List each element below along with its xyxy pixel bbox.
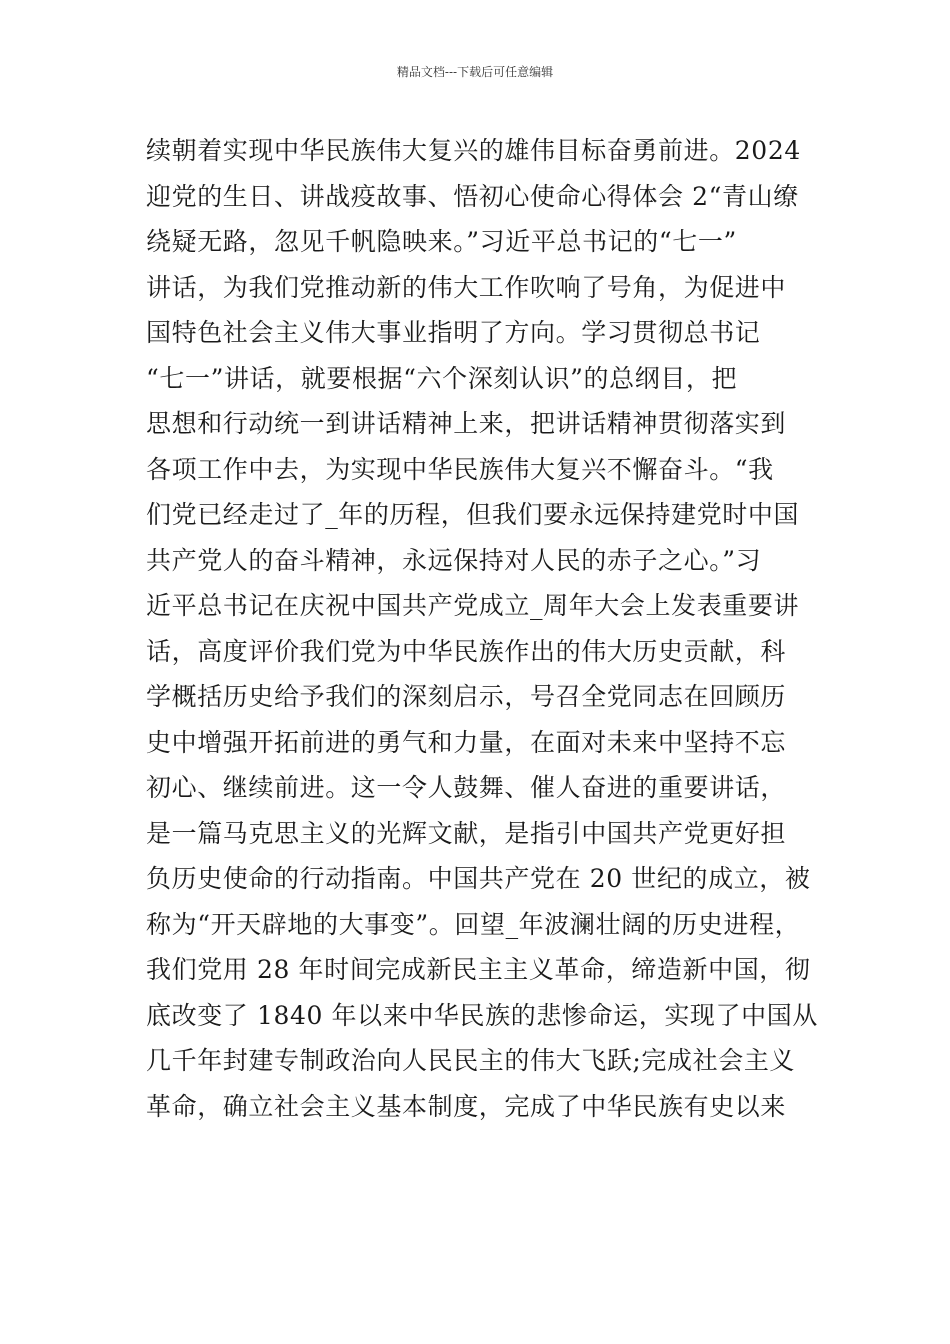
text-line: 绕疑无路，忽见千帆隐映来。”习近平总书记的“七一” [146, 227, 737, 256]
text-line: 们党已经走过了_年的历程，但我们要永远保持建党时中国 [146, 500, 800, 529]
text-line: 初心、继续前进。这一令人鼓舞、催人奋进的重要讲话， [146, 773, 787, 802]
text-line: 称为“开天辟地的大事变”。回望_年波澜壮阔的历史进程， [146, 909, 801, 939]
text-line: 我们党用 28 年时间完成新民主主义革命，缔造新中国，彻 [146, 955, 811, 984]
text-line: 迎党的生日、讲战疫故事、悟初心使命心得体会 2“青山缭 [146, 181, 799, 211]
text-line: 话，高度评价我们党为中华民族作出的伟大历史贡献，科 [146, 636, 787, 666]
text-line: “七一”讲话，就要根据“六个深刻认识”的总纲目，把 [146, 363, 738, 393]
text-line: 史中增强开拓前进的勇气和力量，在面对未来中坚持不忘 [146, 727, 787, 757]
text-line: 思想和行动统一到讲话精神上来，把讲话精神贯彻落实到 [146, 409, 787, 438]
text-line: 近平总书记在庆祝中国共产党成立_周年大会上发表重要讲 [146, 591, 800, 620]
text-line: 续朝着实现中华民族伟大复兴的雄伟目标奋勇前进。2024 [146, 136, 801, 165]
page-header: 精品文档---下载后可任意编辑 [396, 65, 554, 79]
text-line: 负历史使命的行动指南。中国共产党在 20 世纪的成立，被 [146, 864, 811, 893]
text-line: 各项工作中去，为实现中华民族伟大复兴不懈奋斗。“我 [146, 454, 774, 484]
text-line: 是一篇马克思主义的光辉文献，是指引中国共产党更好担 [146, 818, 787, 848]
text-line: 底改变了 1840 年以来中华民族的悲惨命运，实现了中国从 [146, 1000, 818, 1030]
text-line: 讲话，为我们党推动新的伟大工作吹响了号角，为促进中 [146, 272, 787, 302]
text-line: 学概括历史给予我们的深刻启示，号召全党同志在回顾历 [146, 682, 787, 711]
body-text [146, 128, 816, 1129]
text-line: 几千年封建专制政治向人民民主的伟大飞跃;完成社会主义 [146, 1046, 796, 1075]
text-line: 国特色社会主义伟大事业指明了方向。学习贯彻总书记 [146, 318, 761, 347]
text-line: 革命，确立社会主义基本制度，完成了中华民族有史以来 [146, 1091, 787, 1121]
text-line: 共产党人的奋斗精神，永远保持对人民的赤子之心。”习 [146, 545, 762, 575]
